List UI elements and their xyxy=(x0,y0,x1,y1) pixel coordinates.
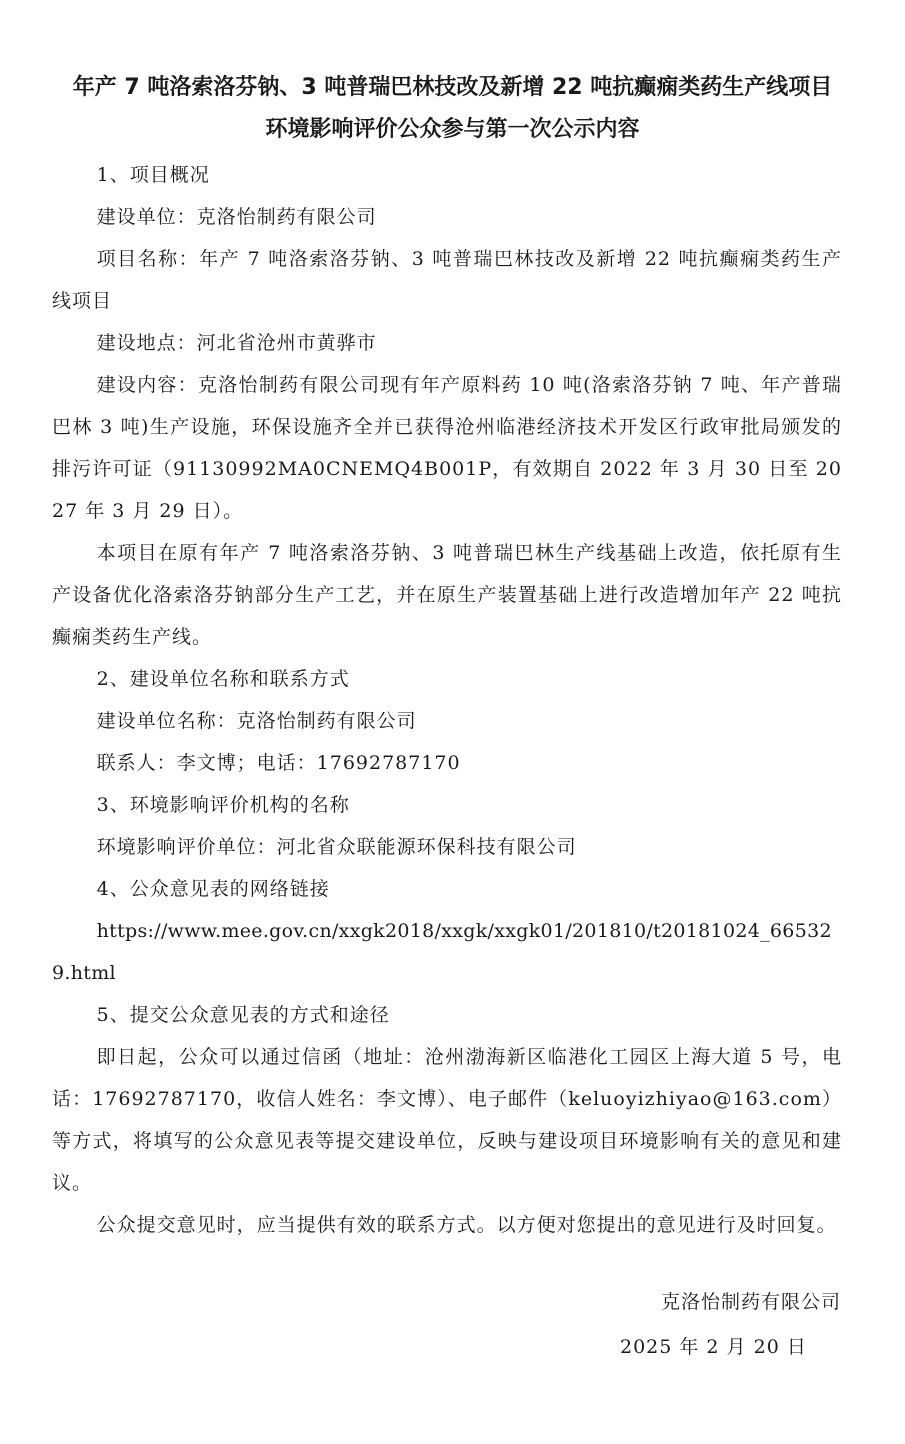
contact-info: 联系人：李文博；电话：17692787170 xyxy=(96,752,461,774)
submission-note: 公众提交意见时，应当提供有效的联系方式。以方便对您提出的意见进行及时回复。 xyxy=(96,1214,837,1236)
signature-company: 克洛怡制药有限公司 xyxy=(660,1291,841,1313)
project-description: 本项目在原有年产 7 吨洛索洛芬钠、3 吨普瑞巴林生产线基础上改造，依托原有生产设备优化洛索洛芬钠部分生产工艺，并在原生产装置基础上进行改造增加年产 22 吨抗癫痫类药生产线。 xyxy=(52,542,842,648)
opinion-form-link[interactable]: https://www.mee.gov.cn/xxgk2018/xxgk/xxgk01/201810/t20181024_665329.html xyxy=(52,920,832,984)
section-2-heading: 2、建设单位名称和联系方式 xyxy=(96,668,350,690)
construction-location: 建设地点：河北省沧州市黄骅市 xyxy=(96,332,377,354)
document-title-line-2: 环境影响评价公众参与第一次公示内容 xyxy=(265,117,640,142)
submission-methods: 即日起，公众可以通过信函（地址：沧州渤海新区临港化工园区上海大道 5 号，电话：17692787170，收信人姓名：李文博）、电子邮件（keluoyizhiyao@163.com）等方式，将填写的公众意见表等提交建设单位，反映与建设项目环境影响有关的意见和建议。 xyxy=(52,1046,842,1194)
section-1-heading: 1、项目概况 xyxy=(96,164,210,186)
project-name: 项目名称：年产 7 吨洛索洛芬钠、3 吨普瑞巴林技改及新增 22 吨抗癫痫类药生产线项目 xyxy=(52,248,842,312)
section-5-heading: 5、提交公众意见表的方式和途径 xyxy=(96,1004,390,1026)
document-title-line-1: 年产 7 吨洛索洛芬钠、3 吨普瑞巴林技改及新增 22 吨抗癫痫类药生产线项目 xyxy=(72,75,833,100)
eia-organization: 环境影响评价单位：河北省众联能源环保科技有限公司 xyxy=(96,836,577,858)
construction-unit-name: 建设单位名称：克洛怡制药有限公司 xyxy=(96,710,417,732)
section-3-heading: 3、环境影响评价机构的名称 xyxy=(96,794,350,816)
section-4-heading: 4、公众意见表的网络链接 xyxy=(96,878,330,900)
document-body xyxy=(52,154,842,1246)
construction-unit: 建设单位：克洛怡制药有限公司 xyxy=(96,206,377,228)
construction-content: 建设内容：克洛怡制药有限公司现有年产原料药 10 吨(洛索洛芬钠 7 吨、年产普瑞巴林 3 吨)生产设施，环保设施齐全并已获得沧州临港经济技术开发区行政审批局颁发的排污许可证（91130992MA0CNEMQ4B001P，有效期自 2022 年 3 月 30 日至 2027 年 3 月 29 日）。 xyxy=(52,374,842,522)
signature-date: 2025 年 2 月 20 日 xyxy=(620,1336,807,1358)
